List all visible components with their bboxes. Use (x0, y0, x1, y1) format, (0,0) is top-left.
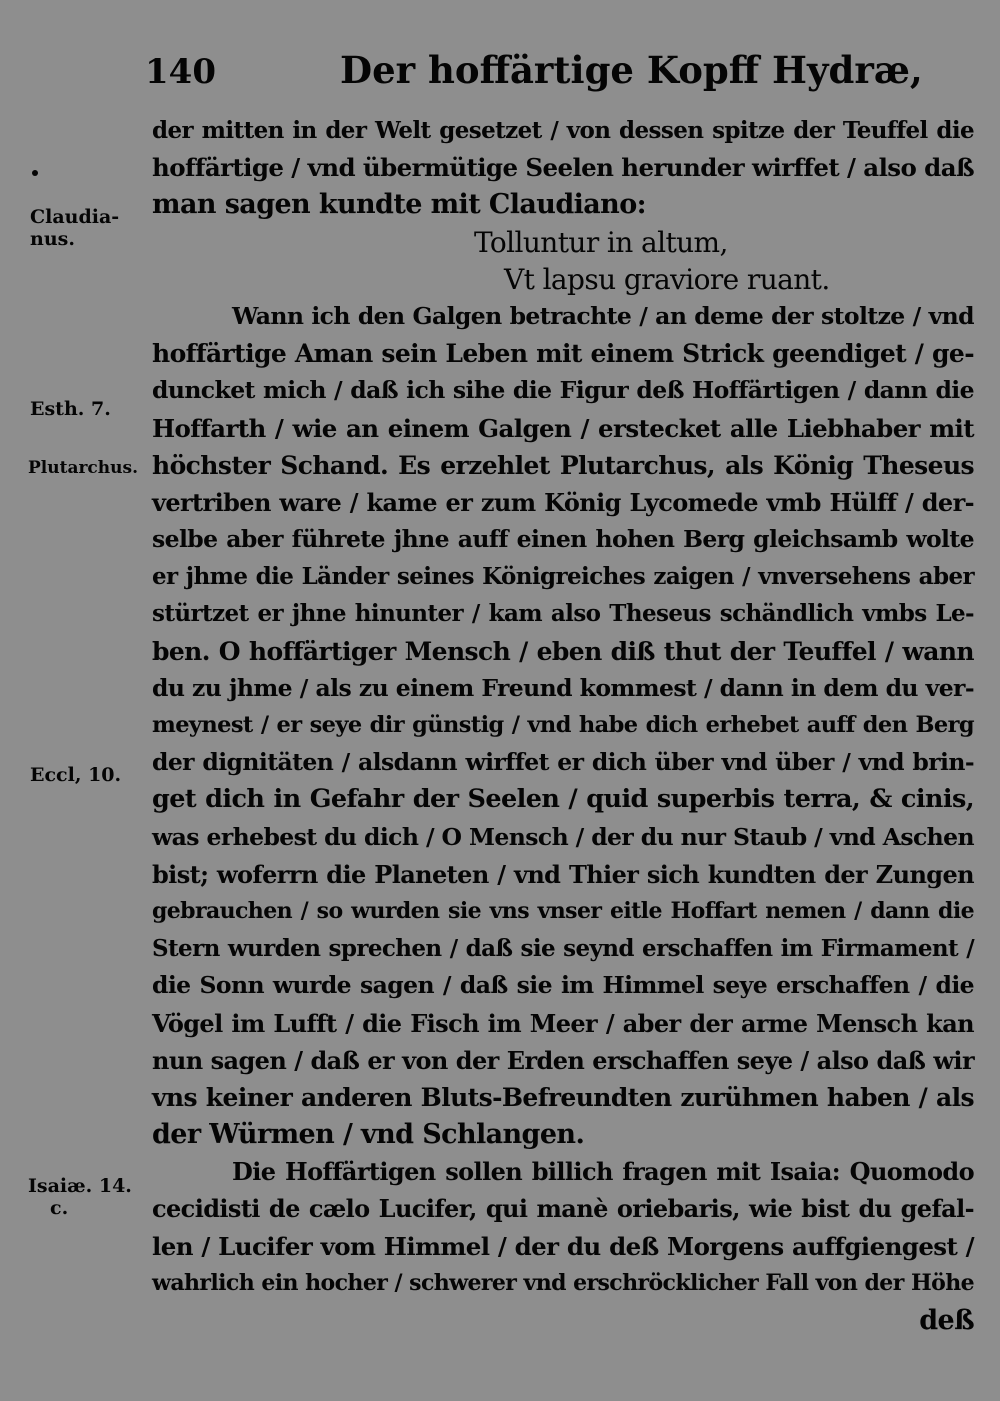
margin-note-eccl (30, 764, 121, 786)
running-header (145, 42, 975, 102)
text-line: Stern wurden sprechen / daß sie seynd erschaffen im Firmament / (152, 935, 974, 963)
text-line: Die Hoffärtigen sollen billich fragen mit Isaia: Quomodo (232, 1157, 974, 1187)
margin-note-line: Plutarchus. (28, 458, 138, 478)
text-line: nun sagen / daß er von der Erden erschaffen seye / also daß wir (152, 1045, 974, 1075)
text-line: die Sonn wurde sagen / daß sie im Himmel seye erschaffen / die (152, 971, 974, 1000)
text-line: der mitten in der Welt gesetzet / von dessen spitze der Teuffel die (152, 117, 974, 144)
text-line: len / Lucifer vom Himmel / der du deß Morgens auffgiengest / (152, 1231, 974, 1261)
margin-note-esth (30, 398, 111, 420)
body-text (152, 112, 974, 1339)
text-line: man sagen kundte mit Claudiano: (152, 189, 646, 221)
margin-note-line: Esth. 7. (30, 398, 111, 420)
text-line: der Würmen / vnd Schlangen. (152, 1119, 585, 1151)
margin-note-claudianus (30, 206, 119, 250)
text-line: cecidisti de cælo Lucifer, qui manè oriebaris, wie bist du gefal- (152, 1194, 974, 1224)
text-line: höchster Schand. Es erzehlet Plutarchus, als König Theseus (152, 450, 974, 480)
margin-note-line: Eccl, 10. (30, 764, 122, 786)
text-line: duncket mich / daß ich sihe die Figur deß Hoffärtigen / dann die (152, 376, 974, 405)
running-title: Der hoffärtige Kopff Hydræ, (340, 48, 923, 92)
text-line: Hoffarth / wie an einem Galgen / erstecket alle Liebhaber mit (152, 413, 974, 443)
text-line: gebrauchen / so wurden sie vns vnser eitle Hoffart nemen / dann die (152, 897, 974, 924)
margin-dot-mark (32, 170, 38, 176)
margin-note-line: c. (50, 1197, 69, 1219)
text-line: hoffärtige / vnd übermütige Seelen herunder wirffet / also daß (152, 153, 974, 183)
margin-note-isaiae (28, 1175, 132, 1219)
text-line: er jhme die Länder seines Königreiches zaigen / vnversehens aber (152, 563, 974, 591)
margin-note-line: Claudia- (30, 206, 120, 228)
verse-line: Vt lapsu graviore ruant. (504, 262, 830, 296)
text-line: Vögel im Lufft / die Fisch im Meer / aber der arme Mensch kan (152, 1008, 974, 1038)
text-line: wahrlich ein hocher / schwerer vnd erschröcklicher Fall von der Höhe (152, 1269, 974, 1296)
text-line: vns keiner anderen Bluts-Befreundten zurühmen haben / als (152, 1082, 974, 1112)
text-line: hoffärtige Aman sein Leben mit einem Strick geendiget / ge- (152, 339, 974, 369)
text-line: du zu jhme / als zu einem Freund kommest / dann in dem du ver- (152, 673, 974, 702)
catchword: deß (919, 1305, 974, 1336)
text-line: vertriben ware / kame er zum König Lycomede vmb Hülff / der- (152, 487, 974, 517)
text-line: der dignitäten / alsdann wirffet er dich über vnd über / vnd brin- (152, 748, 974, 777)
text-line: was erhebest du dich / O Mensch / der du nur Staub / vnd Aschen (152, 822, 974, 851)
page-number: 140 (145, 52, 216, 92)
margin-note-line: nus. (30, 228, 75, 250)
text-line: stürtzet er jhne hinunter / kam also Theseus schändlich vmbs Le- (152, 600, 974, 628)
text-line: get dich in Gefahr der Seelen / quid superbis terra, & cinis, (152, 784, 974, 815)
text-line: meynest / er seye dir günstig / vnd habe dich erhebet auff den Berg (152, 712, 974, 738)
verse-line: Tolluntur in altum, (474, 225, 728, 259)
margin-note-plutarchus (28, 457, 138, 479)
text-line: Wann ich den Galgen betrachte / an deme der stoltze / vnd (232, 301, 974, 330)
text-line: selbe aber führete jhne auff einen hohen Berg gleichsamb wolte (152, 525, 974, 554)
text-line: bist; woferrn die Planeten / vnd Thier sich kundten der Zungen (152, 859, 974, 889)
text-line: ben. O hoffärtiger Mensch / eben diß thut der Teuffel / wann (152, 636, 974, 666)
margin-note-line: Isaiæ. 14. (28, 1175, 132, 1197)
